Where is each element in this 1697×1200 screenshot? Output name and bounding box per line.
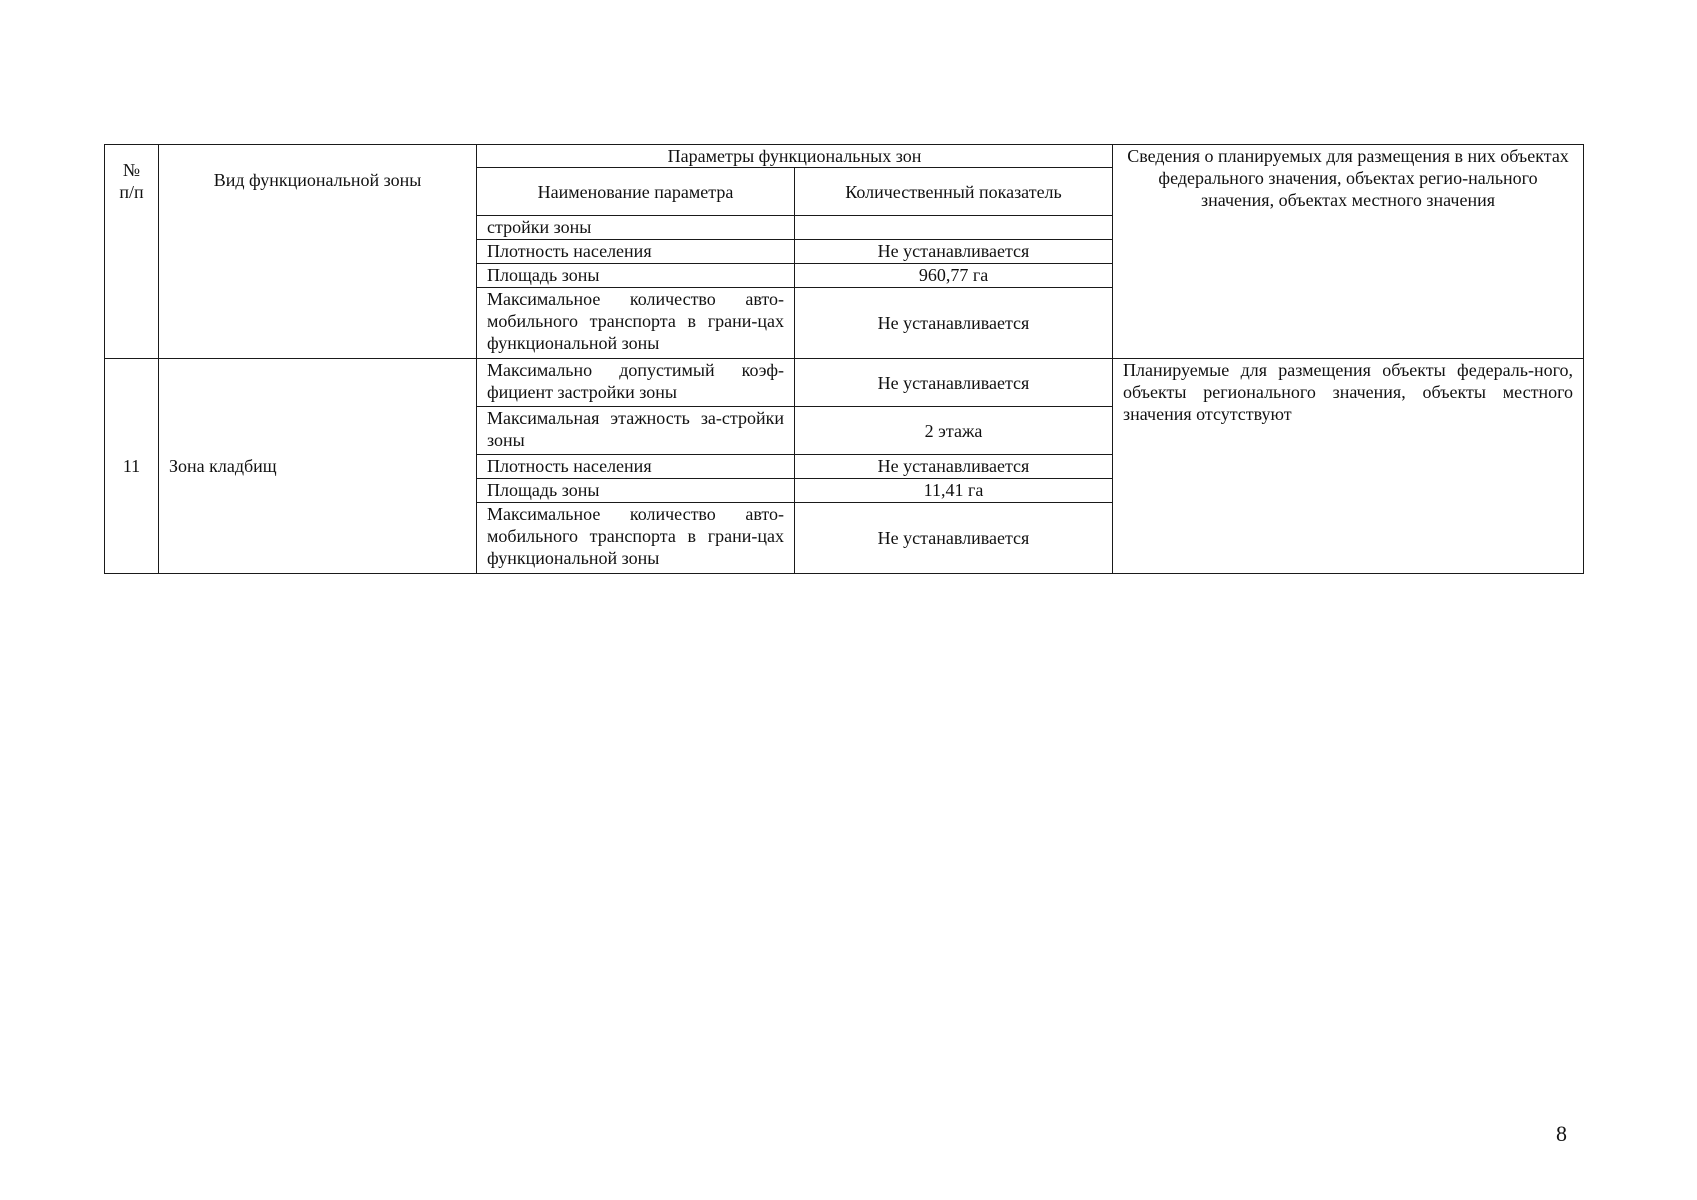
header-info: Сведения о планируемых для размещения в них объектах федерального значения, объектах регио-нального значения, объектах местного значения: [1113, 145, 1584, 359]
param-name-cell: Плотность населения: [477, 240, 795, 264]
param-value-cell: Не устанавливается: [795, 455, 1113, 479]
header-num: № п/п: [105, 145, 159, 359]
param-value-cell: 2 этажа: [795, 407, 1113, 455]
zone-name: Зона кладбищ: [159, 359, 477, 574]
param-name-cell: стройки зоны: [477, 216, 795, 240]
param-name-cell: Плотность населения: [477, 455, 795, 479]
header-row: [105, 145, 1584, 168]
header-zone-type: Вид функциональной зоны: [159, 145, 477, 359]
zone-row-11: [105, 359, 1584, 407]
param-value-cell: Не устанавливается: [795, 288, 1113, 359]
param-value-cell: Не устанавливается: [795, 503, 1113, 574]
page-number: 8: [1556, 1121, 1567, 1146]
header-params: Параметры функциональных зон: [477, 145, 1113, 168]
param-name-cell: Максимальное количество авто-мобильного транспорта в грани-цах функциональной зоны: [477, 288, 795, 359]
param-value-cell: Не устанавливается: [795, 240, 1113, 264]
param-name-cell: Максимальное количество авто-мобильного транспорта в грани-цах функциональной зоны: [477, 503, 795, 574]
param-value-cell: [795, 216, 1113, 240]
header-param-name: Наименование параметра: [477, 168, 795, 216]
header-param-value: Количественный показатель: [795, 168, 1113, 216]
param-name-cell: Площадь зоны: [477, 264, 795, 288]
param-name-cell: Площадь зоны: [477, 479, 795, 503]
param-value-cell: Не устанавливается: [795, 359, 1113, 407]
param-value-cell: 960,77 га: [795, 264, 1113, 288]
param-name-cell: Максимальная этажность за-стройки зоны: [477, 407, 795, 455]
functional-zones-table: [104, 144, 1584, 574]
zone-info: Планируемые для размещения объекты федераль-ного, объекты регионального значения, объекты местного значения отсутствуют: [1113, 359, 1584, 574]
param-name-cell: Максимально допустимый коэф-фициент застройки зоны: [477, 359, 795, 407]
param-value-cell: 11,41 га: [795, 479, 1113, 503]
zone-number: 11: [105, 359, 159, 574]
